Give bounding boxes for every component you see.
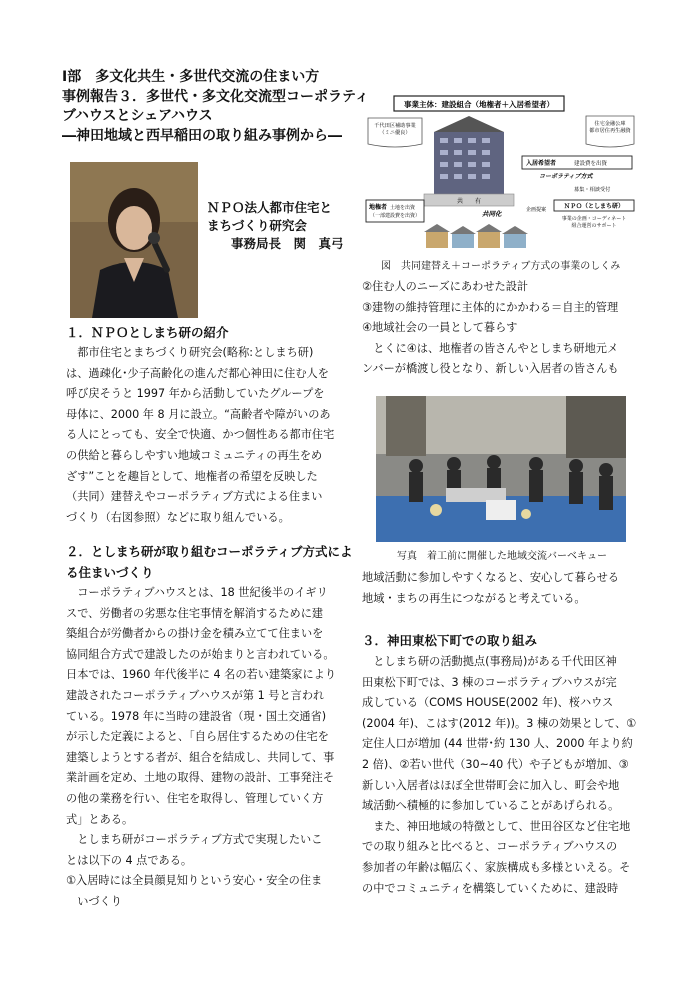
- body-line: ざす”ことを趣旨として、地権者の希望を反映した: [66, 469, 318, 483]
- body-line: 業計画を定め、土地の取得、建物の設計、工事発注そ: [66, 771, 335, 785]
- body-line: 都市住宅とまちづくり研究会(略称:としまち研): [66, 346, 314, 359]
- body-line: ②住む人のニーズにあわせた設計: [362, 280, 529, 293]
- cooperative-scheme-diagram: [364, 94, 638, 256]
- author-affiliation: [207, 199, 357, 253]
- body-line: 参加者の年齢は幅広く、家族構成も多様といえる。そ: [362, 860, 631, 874]
- body-line: 日本では、1960 年代後半に 4 名の若い建築家により: [66, 668, 337, 682]
- org-name: ＮＰＯ法人都市住宅と: [207, 200, 333, 215]
- section-2-title: [66, 541, 353, 583]
- body-line: コーポラティブハウスとは、18 世紀後半のイギリ: [66, 586, 328, 599]
- body-line: づくり（右図参照）などに取り組んでいる。: [66, 510, 290, 524]
- resident-note: 建設費を出資: [574, 161, 608, 167]
- body-line: の供給と暮らしやすい地域コミュニティの再生をめ: [66, 448, 323, 462]
- owner-label: 地権者: [369, 204, 388, 211]
- article-title: [62, 68, 369, 146]
- title-line: Ⅰ部 多文化共生・多世代交流の住まい方: [62, 69, 320, 85]
- body-line: (2004 年)、こはす(2012 年))。3 棟の効果として、①: [362, 716, 637, 730]
- section-2-body: [66, 583, 336, 913]
- body-line: いづくり: [66, 894, 122, 908]
- body-line: ④地域社会の一員として暮らす: [362, 321, 518, 335]
- bbq-photo: [376, 396, 626, 542]
- author-role: 事務局長 関 真弓: [231, 236, 344, 251]
- resident-label: 入居希望者: [526, 160, 557, 167]
- section-1-title: １．ＮＰＯとしまち研の紹介: [66, 325, 229, 340]
- together-label: 共同化: [482, 210, 502, 218]
- body-line: スで、労働者の劣悪な住宅事情を解消するために建: [66, 606, 324, 620]
- body-line: 田東松下町では、3 棟のコーポラティブハウスが完: [362, 675, 617, 689]
- body-line: の中でコミュニティを構築していくために、建設時: [362, 881, 619, 895]
- section-title-line: ２．としまち研が取り組むコーポラティブ方式によ: [66, 544, 353, 559]
- body-line: とくに④は、地権者の皆さんやとしまち研地元メ: [362, 341, 619, 355]
- npo-label: ＮＰＯ（としまち研）: [563, 203, 625, 210]
- shared-label: 共 有: [456, 198, 482, 205]
- body-line: （共同）建替えやコーポラティブ方式による住まい: [66, 490, 323, 504]
- org-name: まちづくり研究会: [207, 218, 307, 233]
- body-line: ①入居時には全員顔見知りという安心・安全の住ま: [66, 874, 323, 888]
- body-line: また、神田地域の特徴として、世田谷区など住宅地: [362, 819, 631, 833]
- plan-label: 企画提案: [526, 207, 547, 213]
- title-line: ブハウスとシェアハウス: [62, 108, 213, 124]
- body-line: 地域・まちの再生につながると考えている。: [362, 591, 586, 605]
- body-line: 2 倍)、②若い世代（30~40 代）や子どもが増加、③: [362, 757, 629, 771]
- body-line: 域活動へ積極的に参加していることがあげられる。: [362, 799, 620, 813]
- houses-illustration: [424, 224, 528, 248]
- body-line: 築組合が労働者からの掛け金を積み立てて住まいを: [66, 627, 324, 641]
- right-column-text-2: [362, 568, 619, 609]
- right-column-text: [362, 277, 619, 380]
- building-roof: [434, 116, 504, 132]
- title-line: 事例報告３．多世代・多文化交流型コーポラティ: [62, 88, 369, 105]
- author-photo: [70, 162, 198, 318]
- section-3-body: [362, 652, 636, 899]
- top-box-label: 事業主体：建設組合（地権者＋入居希望者）: [404, 100, 554, 109]
- body-line: 建築しようとする者が、組合を結成し、共同して、事: [66, 750, 335, 764]
- body-line: としまち研がコーポラティブ方式で実現したいこ: [66, 833, 323, 847]
- body-line: 母体に、2000 年 8 月に設立。“高齢者や障がいのあ: [66, 407, 331, 421]
- recruit-label: 募集・相談受付: [574, 187, 611, 193]
- body-line: 新しい入居者はほぼ全世帯町会に加入し、町会や地: [362, 778, 620, 792]
- npo-note: 事業の企画・コーディネート組合運営のサポート: [561, 216, 627, 229]
- photo-caption: 写真 着工前に開催した地域交流バーベキュー: [397, 551, 607, 562]
- body-line: ている。1978 年に当時の建設省（現・国土交通省): [66, 709, 327, 723]
- body-line: る人にとっても、安全で快適、かつ個性ある都市住宅: [66, 428, 335, 442]
- section-1-body: [66, 343, 334, 528]
- body-line: 建設されたコーポラティブハウスが第 1 号と言われ: [66, 688, 325, 702]
- method-label: コーポラティブ方式: [539, 173, 593, 180]
- body-line: ③建物の維持管理に主体的にかかわる＝自主的管理: [362, 300, 619, 314]
- diagram-caption: 図 共同建替え＋コーポラティブ方式の事業のしくみ: [381, 261, 621, 272]
- body-line: 地域活動に参加しやすくなると、安心して暮らせる: [362, 571, 619, 584]
- body-line: としまち研の活動拠点(事務局)がある千代田区神: [362, 655, 617, 668]
- body-line: ンバーが橋渡し役となり、新しい入居者の皆さんも: [362, 362, 619, 376]
- body-line: の他の業務を行い、住宅を取得し、管理していく方: [66, 791, 324, 805]
- body-line: 成している（COMS HOUSE(2002 年)、桜ハウス: [362, 696, 614, 710]
- section-title-line: る住まいづくり: [66, 565, 154, 580]
- title-line: ―神田地域と西早稲田の取り組み事例から―: [62, 127, 342, 144]
- body-line: 協同組合方式で建設したのが始まりと言われている。: [66, 647, 335, 661]
- body-line: 式」とある。: [66, 812, 134, 826]
- subsidy-label: 千代田区補助事業（ミニ優良）: [374, 123, 416, 136]
- body-line: 呼び戻そうと 1997 年から活動していたグループを: [66, 387, 325, 401]
- loan-label: 住宅金融公庫都市居住再生融資: [589, 121, 631, 134]
- body-line: が示した定義によると、｢自ら居住するための住宅を: [66, 730, 329, 744]
- body-line: での取り組みと比べると、コーポラティブハウスの: [362, 840, 618, 854]
- owner-note: 土地を出資（一部建設費を出資）: [370, 205, 421, 219]
- body-line: 定住人口が増加 (44 世帯･約 130 人、2000 年より約: [362, 737, 633, 751]
- body-line: は、過疎化･少子高齢化の進んだ都心神田に住む人を: [66, 366, 329, 380]
- body-line: とは以下の 4 点である。: [66, 853, 193, 867]
- section-3-title: ３．神田東松下町での取り組み: [362, 633, 538, 648]
